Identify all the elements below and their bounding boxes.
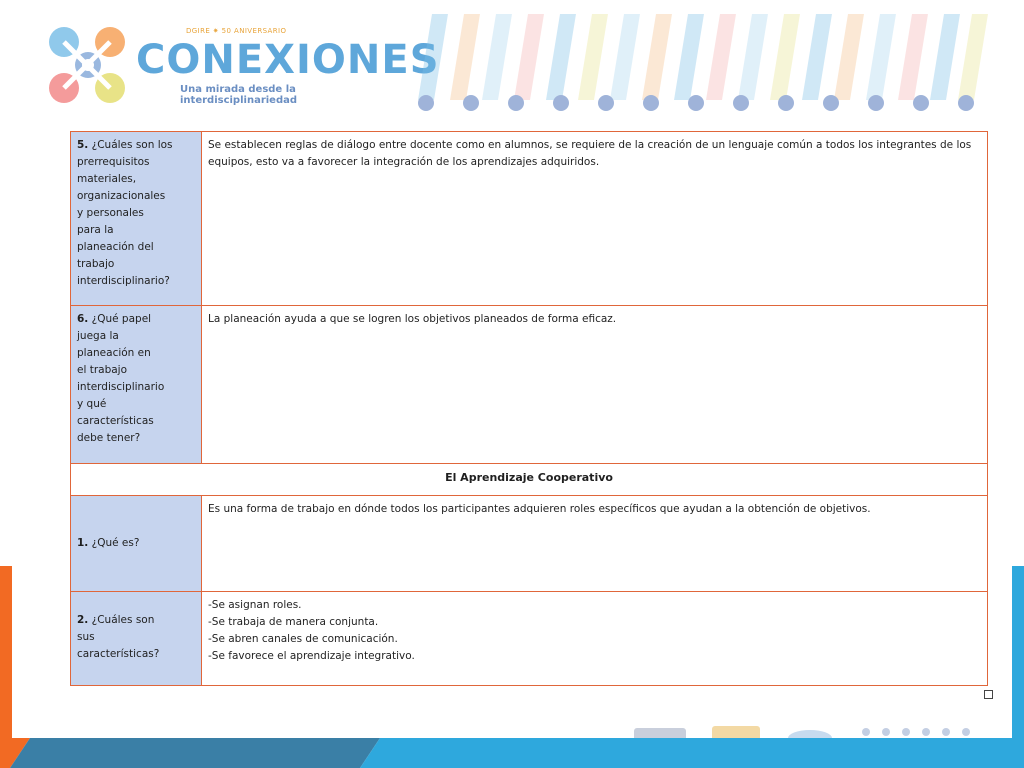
- question-cell: [71, 496, 202, 592]
- table-row: [71, 592, 988, 686]
- question-number: 1.: [77, 537, 89, 549]
- network-logo-icon: [44, 20, 134, 110]
- logo-subtitle: Una mirada desde la interdisciplinariedad: [180, 84, 298, 106]
- answer-cell: Se establecen reglas de diálogo entre docente como en alumnos, se requiere de la creación de un lenguaje común a todos los integrantes de los equipos, esto va a favorecer la integración de los aprendizajes adquiridos.: [202, 132, 988, 306]
- slide-marker-square: [984, 690, 993, 699]
- question-text: ¿Cuáles son los prerrequisitos materiales, organizacionales y personales para la planeación del trabajo interdisciplinario?: [77, 139, 173, 287]
- question-number: 6.: [77, 313, 89, 325]
- anniversary-tag: DGIRE ✷ 50 ANIVERSARIO: [186, 27, 287, 35]
- question-text: ¿Cuáles son sus características?: [77, 614, 160, 660]
- logo-title: CONEXIONES: [136, 37, 440, 83]
- qa-table: [70, 131, 988, 686]
- question-text: ¿Qué papel juega la planeación en el trabajo interdisciplinario y qué características debe tener?: [77, 313, 165, 444]
- answer-cell: Es una forma de trabajo en dónde todos los participantes adquieren roles específicos que ayudan a la obtención de objetivos.: [202, 496, 988, 592]
- right-accent-bar: [1012, 566, 1024, 738]
- question-cell: [71, 592, 202, 686]
- table-row: [71, 306, 988, 464]
- decorative-stripes: [412, 14, 1002, 118]
- question-number: 2.: [77, 614, 89, 626]
- question-text: ¿Qué es?: [91, 537, 140, 549]
- section-heading-row: [71, 464, 988, 496]
- question-cell: [71, 306, 202, 464]
- table-row: [71, 496, 988, 592]
- left-accent-bar: [0, 566, 12, 738]
- table-row: [71, 132, 988, 306]
- section-heading: El Aprendizaje Cooperativo: [71, 464, 988, 496]
- conexiones-logo: [44, 20, 440, 110]
- bottom-decorative-band: [0, 738, 1024, 768]
- answer-cell: La planeación ayuda a que se logren los objetivos planeados de forma eficaz.: [202, 306, 988, 464]
- answer-cell: -Se asignan roles. -Se trabaja de manera conjunta. -Se abren canales de comunicación. -Se favorece el aprendizaje integrativo.: [202, 592, 988, 686]
- question-cell: [71, 132, 202, 306]
- question-number: 5.: [77, 139, 89, 151]
